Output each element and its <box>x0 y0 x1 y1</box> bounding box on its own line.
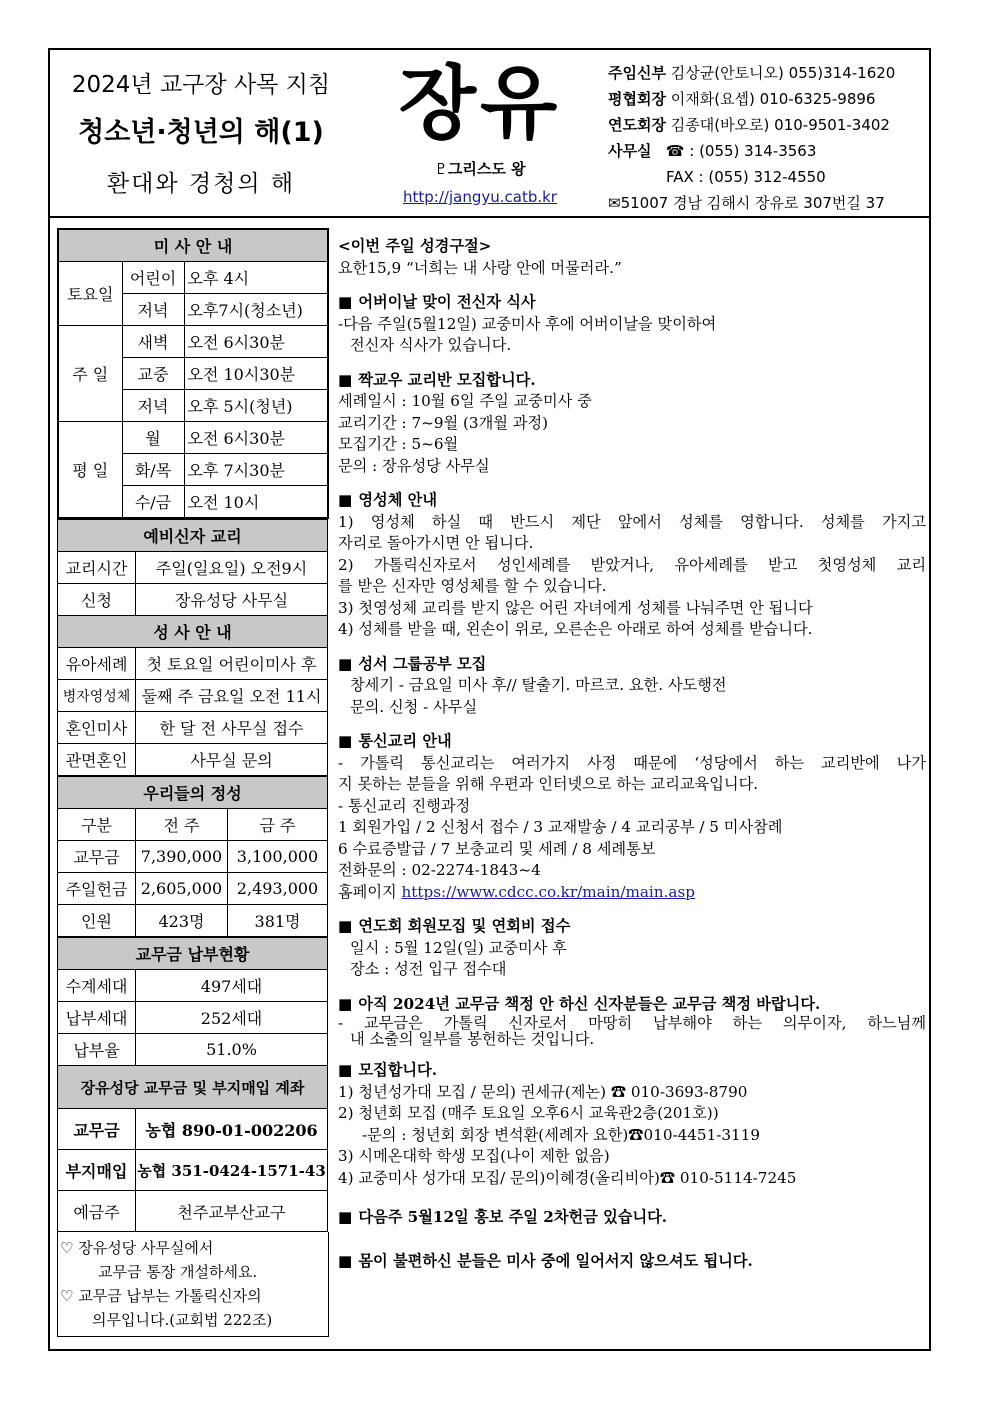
notice-line: - 통신교리 진행과정 <box>338 796 471 815</box>
note-line: 의무입니다.(교회법 222조) <box>92 1311 273 1329</box>
notice-line: 3) 첫영성체 교리를 받지 않은 어린 자녀에게 성체를 나눠주면 안 됩니다 <box>338 598 813 617</box>
cell: 새벽 <box>122 326 184 358</box>
notice-line: -다음 주일(5월12일) 교중미사 후에 어버이날을 맞이하여 <box>338 314 717 333</box>
notice-line: 3) 시메온대학 학생 모집(나이 제한 없음) <box>338 1147 610 1165</box>
cell: 497세대 <box>136 970 328 1002</box>
notice-line: 전신자 식사가 있습니다. <box>350 336 512 354</box>
sunday-label: 주 일 <box>58 326 122 422</box>
cell: 교무금 <box>58 1109 136 1150</box>
contact-pastor: 주임신부 김상균(안토니오) 055)314-1620 <box>608 64 896 82</box>
account-number-land: 농협 351-0424-1571-43 <box>136 1150 328 1191</box>
parish-url-link[interactable]: http://jangyu.catb.kr <box>403 188 557 206</box>
cell: 오전 6시30분 <box>184 422 328 454</box>
notice-line: -문의 : 청년회 회장 변석환(세례자 요한)☎010-4451-3119 <box>362 1125 761 1144</box>
cell: 교리시간 <box>58 552 136 584</box>
notice-line: 창세기 - 금요일 미사 후// 탈출기. 마르코. 요한. 사도행전 <box>350 676 727 694</box>
cell: 유아세례 <box>58 648 136 680</box>
cell: 수계세대 <box>58 970 136 1002</box>
offerings-table <box>57 776 328 937</box>
offerings-title: 우리들의 정성 <box>58 777 328 809</box>
cell: 어린이 <box>122 262 184 294</box>
cell: 381명 <box>228 905 328 937</box>
notice-line: 홈페이지 https://www.cdcc.co.kr/main/main.asp <box>338 882 695 901</box>
saturday-label: 토요일 <box>58 262 122 326</box>
cell: 첫 토요일 어린이미사 후 <box>136 648 328 680</box>
notice-line: 지 못하는 분들을 위해 우편과 인터넷으로 하는 교리교육입니다. <box>338 775 759 793</box>
cell: 부지매입 <box>58 1150 136 1191</box>
cell: 납부세대 <box>58 1002 136 1034</box>
notice-line: 교리기간 : 7~9월 (3개월 과정) <box>338 413 549 432</box>
catechumen-table <box>57 519 328 776</box>
notice-line: 전화문의 : 02-2274-1843~4 <box>338 861 541 879</box>
cell: 월 <box>122 422 184 454</box>
cell: 수/금 <box>122 486 184 519</box>
notice-line: 내 소출의 일부를 봉헌하는 것입니다. <box>350 1031 595 1047</box>
cell: 화/목 <box>122 454 184 486</box>
cell: 사무실 문의 <box>136 744 328 776</box>
bulletin-frame <box>48 48 931 1351</box>
notice-second-collection: ■ 다음주 5월12일 홍보 주일 2차헌금 있습니다. <box>338 1208 668 1226</box>
notice-line: 자리로 돌아가시면 안 됩니다. <box>338 534 534 552</box>
cell: 둘째 주 금요일 오전 11시 <box>136 680 328 712</box>
contact-list <box>608 60 928 216</box>
cell: 저녁 <box>122 390 184 422</box>
cell: 주일헌금 <box>58 873 136 905</box>
notice-line: 2) 청년회 모집 (매주 토요일 오후6시 교육관2층(201호)) <box>338 1104 719 1122</box>
notice-partner-catechism: ■ 짝교우 교리반 모집합니다. <box>338 370 536 389</box>
notice-bible-study: ■ 성서 그룹공부 모집 <box>338 654 487 673</box>
contact-council: 평협회장 이재화(요셉) 010-6325-9896 <box>608 90 876 108</box>
notice-line: 6 수료증발급 / 7 보충교리 및 세례 / 8 세례통보 <box>338 839 656 858</box>
cell: 병자영성체 <box>58 680 136 712</box>
note-line: ♡ 교무금 납부는 가톨릭신자의 <box>60 1287 262 1305</box>
cell: 423명 <box>136 905 228 937</box>
cell: 교무금 <box>58 841 136 873</box>
weekday-label: 평 일 <box>58 422 122 519</box>
notice-line: 1 회원가입 / 2 신청서 접수 / 3 교재발송 / 4 교리공부 / 5 미사참례 <box>338 818 783 836</box>
cell: 7,390,000 <box>136 841 228 873</box>
account-notes <box>57 1232 329 1337</box>
notice-line: 문의 : 장유성당 사무실 <box>338 456 490 475</box>
note-line: ♡ 장유성당 사무실에서 <box>60 1239 214 1257</box>
verse-title: <이번 주일 성경구절> <box>338 237 492 255</box>
cell: 2,493,000 <box>228 873 328 905</box>
note-line: 교무금 통장 개설하세요. <box>98 1263 258 1281</box>
cell: 오전 10시30분 <box>184 358 328 390</box>
notice-parents-day: ■ 어버이날 맞이 전신자 식사 <box>338 293 536 311</box>
notice-communion: ■ 영성체 안내 <box>338 491 438 509</box>
notice-line: 문의. 신청 - 사무실 <box>350 697 478 716</box>
guideline-line1: 2024년 교구장 사목 지침 <box>71 72 331 98</box>
contact-office: 사무실 ☎ : (055) 314-3563 <box>608 142 817 160</box>
cell: 예금주 <box>58 1191 136 1232</box>
accounts-title: 장유성당 교무금 및 부지매입 계좌 <box>58 1066 328 1109</box>
notice-line: 4) 교중미사 성가대 모집/ 문의)이혜경(올리비아)☎ 010-5114-7245 <box>338 1168 797 1187</box>
cell: 천주교부산교구 <box>136 1191 328 1232</box>
notice-line: - 가톨릭 통신교리는 여러가지 사정 때문에 ‘성당에서 하는 교리반에 나가 <box>338 753 926 772</box>
cell: 관면혼인 <box>58 744 136 776</box>
account-number-dues: 농협 890-01-002206 <box>136 1109 328 1150</box>
cell: 인원 <box>58 905 136 937</box>
notice-recruit: ■ 모집합니다. <box>338 1061 438 1079</box>
cell: 전 주 <box>136 809 228 841</box>
homepage-link[interactable]: https://www.cdcc.co.kr/main/main.asp <box>401 882 695 901</box>
cell: 252세대 <box>136 1002 328 1034</box>
cell: 2,605,000 <box>136 873 228 905</box>
notice-line: 모집기간 : 5~6월 <box>338 435 459 453</box>
guideline-line2: 청소년·청년의 해(1) <box>78 117 324 148</box>
cell: 교중 <box>122 358 184 390</box>
notice-line: 1) 영성체 하실 때 반드시 제단 앞에서 성체를 영합니다. 성체를 가지고 <box>338 512 926 531</box>
cell: 51.0% <box>136 1034 328 1066</box>
info-sidebar <box>57 228 327 1337</box>
sacraments-title: 성 사 안 내 <box>58 616 328 648</box>
notice-line: 4) 성체를 받을 때, 왼손이 위로, 오른손은 아래로 하여 성체를 받습니다. <box>338 620 813 638</box>
pastoral-guideline <box>50 50 350 216</box>
verse-text: 요한15,9 “너희는 내 사랑 안에 머물러라.” <box>338 258 622 277</box>
cell: 오전 10시 <box>184 486 328 519</box>
dues-status-title: 교무금 납부현황 <box>58 938 328 970</box>
notice-line: - 교무금은 가톨릭 신자로서 마땅히 납부해야 하는 의무이자, 하느님께 <box>338 1015 926 1031</box>
notice-dues: ■ 아직 2024년 교무금 책정 안 하신 신자분들은 교무금 책정 바랍니다. <box>338 994 821 1013</box>
notices-column <box>338 236 926 1272</box>
cell: 오전 6시30분 <box>184 326 328 358</box>
parish-title: 장유 <box>398 57 562 150</box>
notice-yeondo: ■ 연도회 회원모집 및 연회비 접수 <box>338 917 571 935</box>
mass-title: 미 사 안 내 <box>58 229 328 262</box>
contact-fax: FAX : (055) 312-4550 <box>666 168 826 186</box>
cell: 오후 7시30분 <box>184 454 328 486</box>
cell: 납부율 <box>58 1034 136 1066</box>
contact-yeondo: 연도회장 김종대(바오로) 010-9501-3402 <box>608 116 890 134</box>
dues-status-table <box>57 937 328 1232</box>
cell: 주일(일요일) 오전9시 <box>136 552 328 584</box>
cell: 오후 5시(청년) <box>184 390 328 422</box>
catechumen-title: 예비신자 교리 <box>58 520 328 552</box>
cell: 구분 <box>58 809 136 841</box>
mass-schedule-table <box>57 228 329 519</box>
cell: 오후 4시 <box>184 262 328 294</box>
notice-line: 를 받은 신자만 영성체를 할 수 있습니다. <box>338 577 607 595</box>
cell: 혼인미사 <box>58 712 136 744</box>
cell: 오후7시(청소년) <box>184 294 328 326</box>
cell: 신청 <box>58 584 136 616</box>
cell: 한 달 전 사무실 접수 <box>136 712 328 744</box>
notice-line: 세례일시 : 10월 6일 주일 교중미사 중 <box>338 392 592 410</box>
cell: 장유성당 사무실 <box>136 584 328 616</box>
bulletin-header <box>50 50 929 218</box>
cell: 저녁 <box>122 294 184 326</box>
notice-correspondence: ■ 통신교리 안내 <box>338 732 452 750</box>
guideline-line3: 환대와 경청의 해 <box>106 171 296 197</box>
notice-line: 장소 : 성전 입구 접수대 <box>350 960 507 978</box>
notice-line: 1) 청년성가대 모집 / 문의) 권세규(제논) ☎ 010-3693-8790 <box>338 1082 748 1101</box>
notice-line: 2) 가톨릭신자로서 성인세례를 받았거나, 유아세례를 받고 첫영성체 교리 <box>338 555 926 574</box>
cell: 3,100,000 <box>228 841 328 873</box>
cell: 금 주 <box>228 809 328 841</box>
notice-line: 일시 : 5월 12일(일) 교중미사 후 <box>350 938 567 957</box>
contact-address: ✉51007 경남 김해시 장유로 307번길 37 <box>608 194 885 212</box>
masthead <box>370 50 590 216</box>
notice-sitting: ■ 몸이 불편하신 분들은 미사 중에 일어서지 않으셔도 됩니다. <box>338 1251 753 1270</box>
parish-motto: ♇그리스도 왕 <box>434 160 526 178</box>
